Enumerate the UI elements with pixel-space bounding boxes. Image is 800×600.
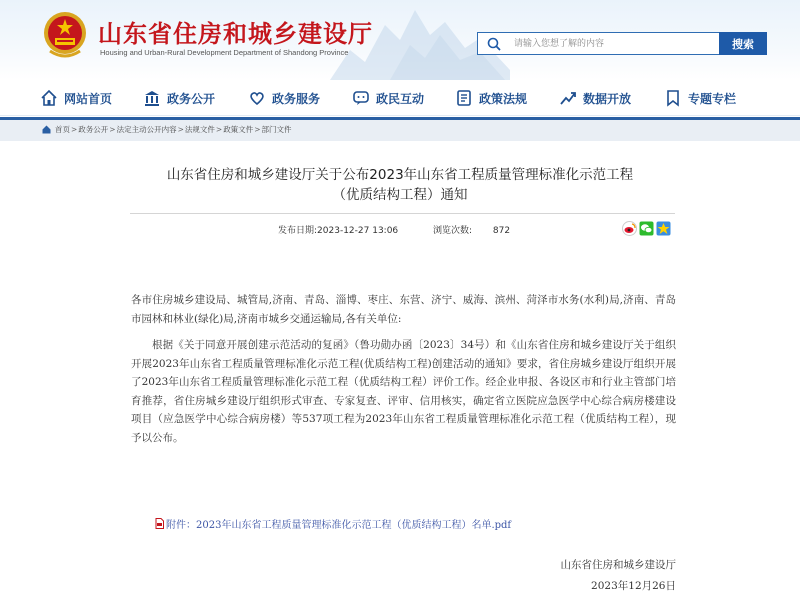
nav-item-policies[interactable] bbox=[455, 88, 527, 108]
site-subtitle: Housing and Urban-Rural Development Department of Shandong Province bbox=[100, 48, 349, 57]
breadcrumb-item[interactable]: 法规文件 bbox=[184, 125, 215, 134]
nav-item-topics[interactable] bbox=[664, 88, 736, 108]
search-icon bbox=[487, 37, 501, 51]
heart-hands-icon bbox=[248, 89, 266, 107]
title-divider bbox=[130, 213, 675, 214]
breadcrumb-item[interactable]: 政策文件 bbox=[223, 125, 254, 134]
nav-label: 专题专栏 bbox=[688, 91, 737, 106]
article-title-line1: 山东省住房和城乡建设厅关于公布2023年山东省工程质量管理标准化示范工程 bbox=[166, 167, 634, 183]
search-button[interactable]: 搜索 bbox=[719, 32, 767, 55]
attachment-label: 附件：2023年山东省工程质量管理标准化示范工程（优质结构工程）名单.pdf bbox=[166, 520, 512, 531]
breadcrumb-bar bbox=[0, 117, 800, 141]
site-title[interactable]: 山东省住房和城乡建设厅 bbox=[98, 20, 373, 48]
chart-icon bbox=[559, 89, 577, 107]
view-count bbox=[433, 223, 510, 236]
wechat-share-icon[interactable] bbox=[639, 221, 654, 236]
search-box bbox=[477, 32, 719, 55]
breadcrumb-item[interactable]: 政务公开 bbox=[78, 125, 109, 134]
home-icon bbox=[42, 125, 51, 134]
breadcrumb-item[interactable]: 法定主动公开内容 bbox=[116, 125, 177, 134]
qzone-share-icon[interactable] bbox=[656, 221, 671, 236]
nav-label: 政民互动 bbox=[376, 91, 425, 106]
signature-date: 2023年12月26日 bbox=[591, 580, 676, 592]
body-paragraph: 根据《关于同意开展创建示范活动的复函》（鲁功勋办函〔2023〕34号）和《山东省住房和城乡建设厅关于组织开展2023年山东省工程质量管理标准化示范工程(优质结构工程)创建活动的通知》要求，省住房城乡建设厅组织开展了2023年山东省工程质量管理标准化示范工程（优质结构工程）评价工作。经企业申报、各设区市和行业主管部门培育推荐，省住房城乡建设厅组织形式审查、专家复查、评审、信用核实，确定省立医院应急医学中心综合病房楼建设项目（应急医学中心综合病房楼）等537项工程为2023年山东省工程质量管理标准化示范工程（优质结构工程），现予以公布。 bbox=[131, 339, 676, 444]
nav-label: 政务公开 bbox=[167, 91, 216, 106]
breadcrumb-item[interactable]: 首页 bbox=[55, 125, 70, 134]
building-icon bbox=[143, 89, 161, 107]
publish-date bbox=[278, 223, 398, 236]
nav-item-gov-affairs[interactable] bbox=[143, 88, 215, 108]
document-icon bbox=[455, 89, 473, 107]
breadcrumb: 首页 > 政务公开 > 法定主动公开内容 > 法规文件 > 政策文件 > 部门文件 bbox=[42, 124, 291, 135]
nav-label: 网站首页 bbox=[64, 91, 113, 106]
pdf-icon bbox=[155, 518, 164, 529]
recipients-paragraph: 各市住房城乡建设局、城管局,济南、青岛、淄博、枣庄、东营、济宁、威海、滨州、菏泽市水务(水利)局,济南、青岛市园林和林业(绿化)局,济南市城乡交通运输局,各有关单位: bbox=[131, 294, 676, 325]
home-icon bbox=[40, 89, 58, 107]
publish-date-value: 2023-12-27 13:06 bbox=[317, 226, 399, 236]
weibo-share-icon[interactable] bbox=[622, 221, 637, 236]
view-count-label: 浏览次数: bbox=[433, 226, 473, 236]
main-nav bbox=[0, 80, 800, 116]
signature-org: 山东省住房和城乡建设厅 bbox=[560, 559, 676, 571]
site-header bbox=[0, 0, 800, 80]
publish-date-label: 发布日期: bbox=[278, 226, 318, 236]
nav-item-interaction[interactable] bbox=[352, 88, 424, 108]
nav-label: 政策法规 bbox=[479, 91, 528, 106]
nav-item-home[interactable] bbox=[40, 88, 112, 108]
nav-item-gov-services[interactable] bbox=[248, 88, 320, 108]
bookmark-icon bbox=[664, 89, 682, 107]
view-count-value: 872 bbox=[492, 226, 511, 236]
search-input[interactable] bbox=[514, 35, 709, 52]
nav-item-open-data[interactable] bbox=[559, 88, 631, 108]
attachment-link[interactable] bbox=[155, 516, 511, 531]
article-title-line2: （优质结构工程）通知 bbox=[332, 187, 468, 203]
article-title bbox=[120, 165, 680, 205]
breadcrumb-item[interactable]: 部门文件 bbox=[261, 125, 292, 134]
nav-label: 政务服务 bbox=[272, 91, 321, 106]
chat-icon bbox=[352, 89, 370, 107]
nav-label: 数据开放 bbox=[583, 91, 632, 106]
national-emblem-icon bbox=[42, 11, 88, 59]
share-buttons bbox=[622, 221, 671, 236]
